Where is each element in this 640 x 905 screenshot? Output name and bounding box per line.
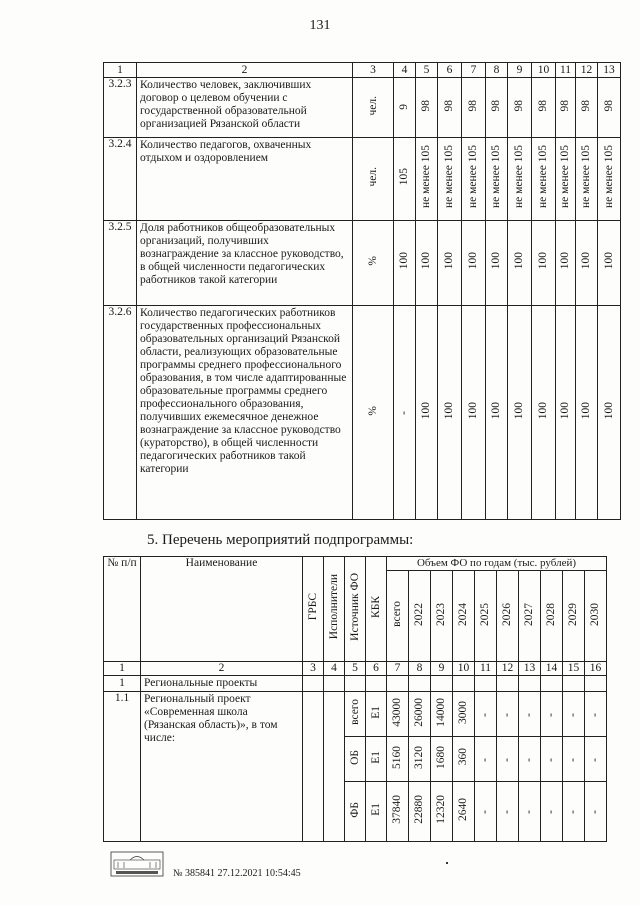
amount-cell: - (479, 810, 491, 814)
source-cell: ОБ (348, 749, 361, 765)
value-cell: 98 (580, 99, 592, 112)
header-cell: 7 (462, 63, 486, 78)
col-number: 16 (585, 662, 607, 676)
table-header-row (104, 63, 621, 78)
value-cell: 100 (580, 401, 592, 420)
value-cell: не менее 105 (559, 145, 571, 209)
amount-cell: 26000 (413, 697, 425, 727)
source-cell: ФБ (348, 801, 361, 818)
value-cell: не менее 105 (443, 145, 455, 209)
year-header: 2026 (501, 602, 513, 626)
col-number: 2 (141, 662, 303, 676)
amount-cell: 2640 (457, 798, 469, 821)
value-cell: 98 (490, 99, 502, 112)
value-cell: 98 (537, 99, 549, 112)
table-header-row (104, 557, 607, 571)
header-cell: 3 (353, 63, 394, 78)
amount-cell: - (501, 712, 513, 717)
speck (446, 862, 448, 864)
value-cell: 98 (602, 99, 615, 112)
kbk-cell: E1 (369, 803, 382, 816)
amount-cell: - (523, 810, 535, 814)
registration-stamp: № 385841 27.12.2021 10:54:45 (173, 868, 301, 879)
value-cell: 98 (513, 99, 525, 112)
amount-cell: - (589, 712, 601, 717)
column-number-row (104, 662, 607, 676)
indicator-name: Количество педагогических работников государственных профессиональных образовательных организаций Рязанской области, реализующих образовательные программы среднего профессионального образования, в том числе адаптированные образовательные программы среднего профессионального образования, получивших ежемесячное денежное вознаграждение за классное руководство (кураторство), в общей численности педагогических работников такой категории (137, 306, 353, 520)
header-source: Источник ФО (348, 573, 361, 641)
amount-cell: - (501, 810, 513, 814)
amount-cell: - (523, 757, 535, 762)
regional-projects-label: Региональные проекты (141, 676, 303, 692)
header-cell: 5 (416, 63, 438, 78)
col-number: 15 (563, 662, 585, 676)
year-header: 2022 (413, 602, 425, 626)
value-cell: 100 (537, 252, 549, 270)
amount-cell: - (567, 810, 579, 814)
government-stamp-icon (110, 851, 164, 877)
value-cell: 100 (467, 401, 479, 420)
col-number: 13 (519, 662, 541, 676)
indicator-name: Количество человек, заключивших договор о целевом обучении с государственной образовательной организацией Рязанской области (137, 78, 353, 138)
row-number: 3.2.6 (104, 306, 137, 520)
header-cell: 10 (532, 63, 556, 78)
value-cell: - (398, 411, 410, 415)
header-cell: 8 (486, 63, 508, 78)
amount-cell: - (589, 757, 601, 762)
col-number: 11 (475, 662, 497, 676)
value-cell: 100 (580, 252, 592, 270)
value-cell: не менее 105 (513, 145, 525, 209)
col-number: 4 (324, 662, 345, 676)
amount-cell: - (545, 712, 557, 717)
header-cell: 4 (394, 63, 416, 78)
col-number: 7 (387, 662, 409, 676)
value-cell: 100 (398, 252, 410, 270)
year-header: 2023 (435, 602, 447, 626)
header-executors: Исполнители (327, 574, 340, 640)
value-cell: 100 (602, 401, 615, 420)
value-cell: 100 (490, 252, 502, 270)
row-number: 3.2.4 (104, 138, 137, 221)
value-cell: 9 (398, 104, 410, 110)
row-number: 1.1 (104, 692, 141, 842)
value-cell: не менее 105 (467, 145, 479, 209)
year-header: 2029 (567, 602, 579, 626)
col-number: 1 (104, 662, 141, 676)
value-cell: 100 (443, 401, 455, 420)
value-cell: не менее 105 (602, 145, 615, 209)
unit-cell: % (366, 256, 379, 266)
section-title: 5. Перечень мероприятий подпрограммы: (147, 532, 414, 548)
page-number: 131 (309, 18, 331, 33)
year-header: 2030 (589, 602, 601, 626)
source-cell: всего (348, 699, 361, 725)
year-header: 2024 (457, 602, 469, 626)
header-cell: 1 (104, 63, 137, 78)
amount-cell: 5160 (391, 745, 403, 769)
header-cell: 11 (556, 63, 576, 78)
amount-cell: - (567, 712, 579, 717)
value-cell: не менее 105 (580, 145, 592, 209)
table-row (104, 138, 621, 221)
value-cell: 100 (443, 252, 455, 270)
amount-cell: - (479, 712, 491, 717)
value-cell: 98 (467, 99, 479, 112)
header-volume: Объем ФО по годам (тыс. рублей) (387, 557, 607, 571)
indicator-name: Количество педагогов, охваченных отдыхом и оздоровлением (137, 138, 353, 221)
header-name: Наименование (141, 557, 303, 662)
unit-cell: чел. (366, 167, 379, 187)
amount-cell: 360 (457, 748, 469, 766)
header-kbk: КБК (369, 596, 382, 618)
amount-cell: - (479, 757, 491, 762)
header-cell: 13 (598, 63, 621, 78)
value-cell: не менее 105 (490, 145, 502, 209)
row-number: 3.2.3 (104, 78, 137, 138)
unit-cell: чел. (366, 95, 379, 116)
value-cell: не менее 105 (420, 145, 432, 209)
col-number: 12 (497, 662, 519, 676)
value-cell: 100 (513, 401, 525, 420)
table-row (104, 306, 621, 520)
header-cell: 2 (137, 63, 353, 78)
year-header: 2027 (523, 602, 535, 626)
amount-cell: 3000 (457, 700, 469, 724)
project-name: Региональный проект «Современная школа (Рязанская область)», в том числе: (141, 692, 303, 842)
table-row (104, 676, 607, 692)
value-cell: 100 (513, 252, 525, 270)
col-number: 3 (303, 662, 324, 676)
kbk-cell: E1 (369, 705, 382, 719)
unit-cell: % (366, 405, 379, 416)
row-number: 3.2.5 (104, 221, 137, 306)
amount-cell: - (545, 757, 557, 762)
value-cell: 100 (537, 401, 549, 420)
col-number: 10 (453, 662, 475, 676)
indicators-table (103, 62, 621, 520)
value-cell: 105 (398, 168, 410, 186)
value-cell: 98 (443, 99, 455, 112)
year-header: 2028 (545, 602, 557, 626)
amount-cell: - (501, 757, 513, 762)
header-num: № п/п (104, 557, 141, 662)
amount-cell: 37840 (391, 795, 403, 824)
amount-cell: - (567, 757, 579, 762)
amount-cell: 22880 (413, 795, 425, 824)
col-number: 8 (409, 662, 431, 676)
amount-cell: - (545, 810, 557, 814)
amount-cell: - (523, 712, 535, 717)
col-number: 14 (541, 662, 563, 676)
value-cell: 100 (420, 252, 432, 270)
amount-cell: - (589, 810, 601, 814)
value-cell: 100 (490, 401, 502, 420)
header-cell: 12 (576, 63, 598, 78)
header-cell: 6 (438, 63, 462, 78)
col-number: 9 (431, 662, 453, 676)
table-row (104, 692, 607, 737)
amount-cell: 43000 (391, 697, 403, 727)
value-cell: 98 (420, 99, 432, 112)
indicator-name: Доля работников общеобразовательных организаций, получивших вознаграждение за классное руководство, в общей численности педагогических работников такой категории (137, 221, 353, 306)
amount-cell: 14000 (435, 697, 447, 727)
amount-cell: 1680 (435, 745, 447, 769)
amount-cell: 12320 (435, 795, 447, 824)
table-row (104, 221, 621, 306)
value-cell: не менее 105 (537, 145, 549, 209)
col-number: 5 (345, 662, 366, 676)
activities-table (103, 556, 607, 842)
year-header: всего (391, 601, 403, 627)
header-grbs: ГРБС (306, 593, 319, 621)
amount-cell: 3120 (413, 745, 425, 769)
value-cell: 100 (467, 252, 479, 270)
table-row (104, 78, 621, 138)
value-cell: 100 (602, 252, 615, 270)
year-header: 2025 (479, 602, 491, 626)
value-cell: 100 (559, 401, 571, 420)
kbk-cell: E1 (369, 750, 382, 764)
value-cell: 100 (559, 252, 571, 270)
col-number: 6 (366, 662, 387, 676)
value-cell: 100 (420, 401, 432, 420)
value-cell: 98 (559, 99, 571, 112)
header-cell: 9 (508, 63, 532, 78)
row-number: 1 (104, 676, 141, 692)
